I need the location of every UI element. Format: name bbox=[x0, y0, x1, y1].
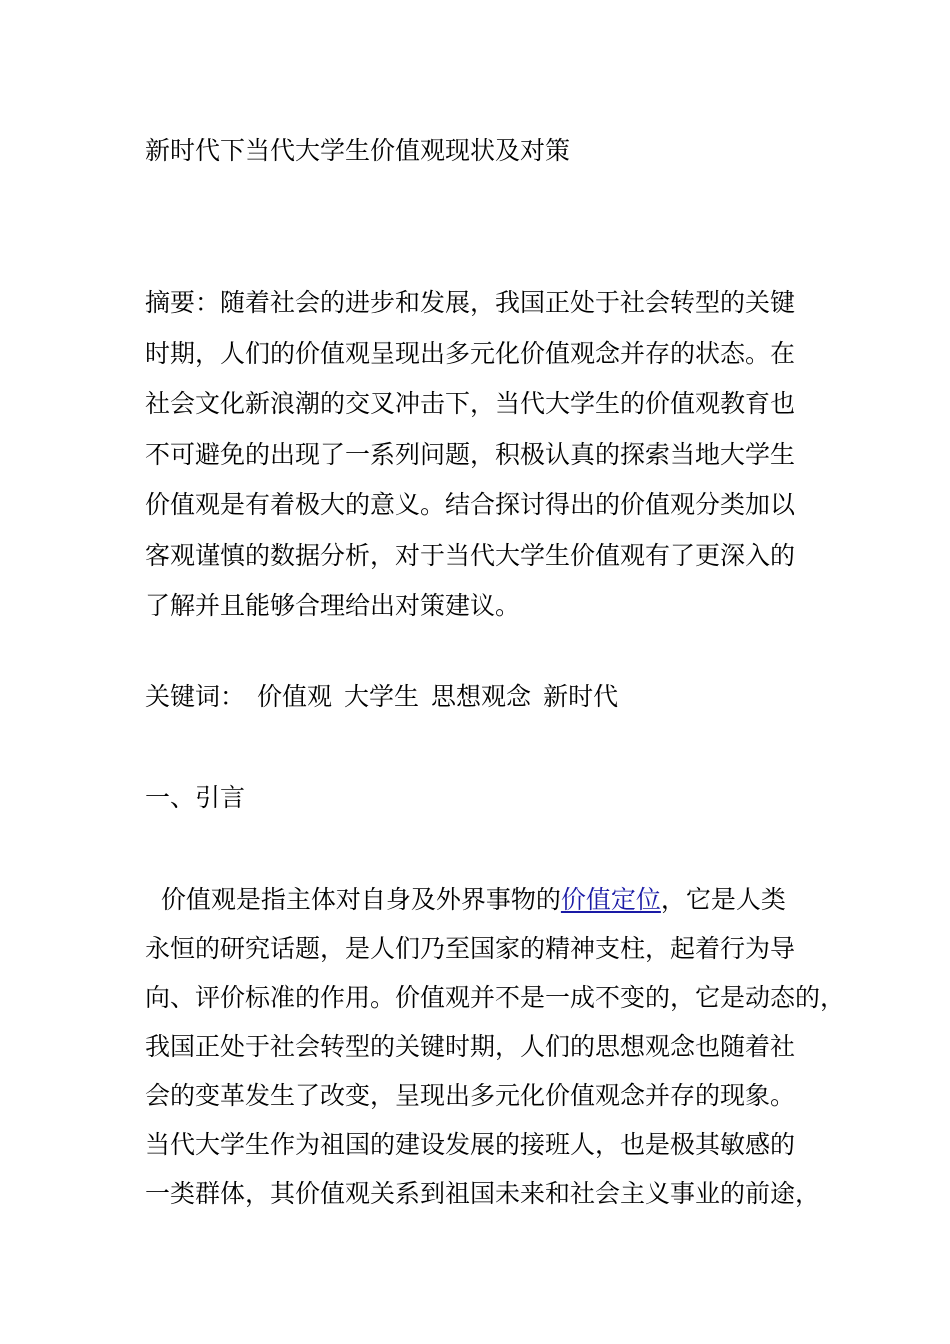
keyword-item: 大学生 bbox=[344, 682, 420, 711]
page-title: 新时代下当代大学生价值观现状及对策 bbox=[145, 136, 571, 165]
keywords bbox=[145, 677, 618, 717]
abstract-line: 社会文化新浪潮的交叉冲击下，当代大学生的价值观教育也 bbox=[145, 389, 796, 418]
abstract-line: 摘要：随着社会的进步和发展，我国正处于社会转型的关键 bbox=[145, 288, 796, 317]
section-heading: 一、引言 bbox=[145, 783, 246, 812]
intro-paragraph bbox=[145, 875, 846, 1218]
keyword-item: 价值观 bbox=[257, 682, 333, 711]
intro-line: 一类群体，其价值观关系到祖国未来和社会主义事业的前途， bbox=[145, 1179, 821, 1208]
intro-line: 会的变革发生了改变，呈现出多元化价值观念并存的现象。 bbox=[145, 1081, 796, 1110]
keywords-label: 关键词： bbox=[145, 682, 246, 711]
abstract-line: 时期，人们的价值观呈现出多元化价值观念并存的状态。在 bbox=[145, 338, 796, 368]
intro-line: 永恒的研究话题，是人们乃至国家的精神支柱，起着行为导 bbox=[145, 934, 796, 963]
intro-line: 当代大学生作为祖国的建设发展的接班人，也是极其敏感的 bbox=[145, 1130, 796, 1159]
intro-text: 价值观是指主体对自身及外界事物的 bbox=[145, 885, 561, 914]
abstract-line: 了解并且能够合理给出对策建议。 bbox=[145, 591, 521, 620]
abstract-line: 不可避免的出现了一系列问题，积极认真的探索当地大学生 bbox=[145, 439, 796, 469]
intro-line-first bbox=[145, 875, 835, 924]
abstract-line: 价值观是有着极大的意义。结合探讨得出的价值观分类加以 bbox=[145, 490, 796, 519]
intro-text: ，它是人类 bbox=[660, 885, 786, 914]
value-positioning-link[interactable]: 价值定位 bbox=[560, 885, 661, 914]
keyword-item: 思想观念 bbox=[431, 682, 532, 711]
abstract bbox=[145, 278, 815, 632]
keyword-item: 新时代 bbox=[543, 682, 619, 711]
abstract-line: 客观谨慎的数据分析，对于当代大学生价值观有了更深入的 bbox=[145, 540, 796, 570]
intro-line: 我国正处于社会转型的关键时期，人们的思想观念也随着社 bbox=[145, 1032, 796, 1061]
intro-line: 向、评价标准的作用。价值观并不是一成不变的，它是动态的， bbox=[145, 983, 846, 1012]
